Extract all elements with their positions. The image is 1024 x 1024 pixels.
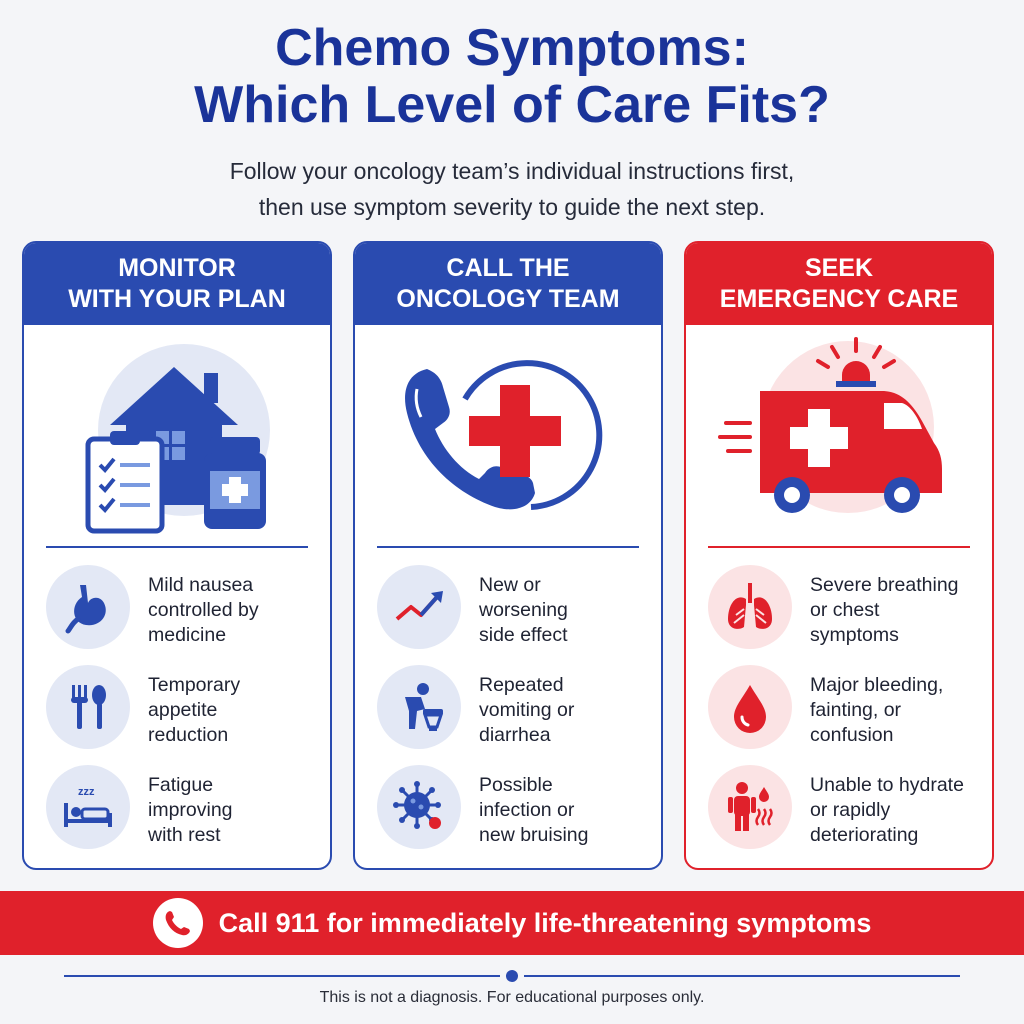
stomach-icon	[46, 565, 130, 649]
item-line: diarrhea	[479, 724, 551, 746]
title-line-1: Chemo Symptoms:	[275, 19, 749, 77]
disclaimer: This is not a diagnosis. For educational purposes only.	[319, 989, 705, 1006]
person-vomiting-icon	[377, 665, 461, 749]
item-line: Unable to hydrate	[810, 774, 964, 796]
footer-divider-dot	[506, 970, 518, 982]
card-title-line-1: SEEK	[804, 254, 874, 282]
lungs-icon	[708, 565, 792, 649]
item-line: or chest	[810, 599, 880, 621]
list-item	[24, 565, 330, 655]
card-divider	[46, 546, 308, 548]
card-title-line-2: EMERGENCY CARE	[719, 285, 959, 313]
item-line: medicine	[148, 624, 227, 646]
card-divider	[377, 546, 639, 548]
item-line: confusion	[810, 724, 894, 746]
list-item	[24, 665, 330, 755]
phone-medical-cross-icon	[355, 325, 661, 545]
card-emergency-header	[686, 243, 992, 325]
item-line: Severe breathing	[810, 574, 959, 596]
item-line: Temporary	[148, 674, 241, 696]
list-item	[24, 765, 330, 855]
item-text	[810, 573, 990, 648]
item-line: appetite	[148, 699, 218, 721]
emergency-banner	[0, 891, 1024, 955]
item-line: new bruising	[479, 824, 589, 846]
home-clipboard-medicine-icon	[24, 325, 330, 545]
item-line: improving	[148, 799, 233, 821]
card-call-oncology	[353, 241, 663, 870]
card-title-line-1: CALL THE	[446, 254, 570, 282]
list-item	[355, 765, 661, 855]
item-line: or rapidly	[810, 799, 891, 821]
list-item	[355, 665, 661, 755]
subtitle-line-1: Follow your oncology team’s individual instructions first,	[229, 158, 795, 184]
item-line: infection or	[479, 799, 575, 821]
list-item	[686, 665, 992, 755]
item-text	[148, 673, 328, 748]
phone-icon	[153, 898, 203, 948]
item-line: side effect	[479, 624, 568, 646]
trend-up-arrow-icon	[377, 565, 461, 649]
item-line: deteriorating	[810, 824, 919, 846]
card-title-line-2: ONCOLOGY TEAM	[396, 285, 620, 313]
card-call-oncology-header	[355, 243, 661, 325]
card-title-line-1: MONITOR	[118, 254, 236, 282]
title-line-2: Which Level of Care Fits?	[194, 76, 830, 134]
item-text	[148, 573, 328, 648]
banner-text: Call 911 for immediately life-threatening symptoms	[218, 907, 872, 938]
list-item	[686, 565, 992, 655]
list-item	[686, 765, 992, 855]
list-item	[355, 565, 661, 655]
item-text	[479, 573, 659, 648]
item-line: with rest	[148, 824, 221, 846]
card-emergency	[684, 241, 994, 870]
svg-text:zzz: zzz	[78, 786, 95, 798]
sleeping-bed-icon	[46, 765, 130, 849]
item-text	[148, 773, 328, 848]
page-title	[0, 20, 1024, 134]
virus-icon	[377, 765, 461, 849]
footer-divider-left	[64, 975, 500, 977]
dehydrated-person-icon	[708, 765, 792, 849]
item-text	[810, 773, 990, 848]
item-line: Major bleeding,	[810, 674, 944, 696]
ambulance-icon	[686, 325, 992, 545]
item-text	[479, 673, 659, 748]
item-line: fainting, or	[810, 699, 902, 721]
subtitle-line-2: then use symptom severity to guide the next step.	[258, 194, 766, 220]
card-title-line-2: WITH YOUR PLAN	[68, 285, 286, 313]
item-text	[479, 773, 659, 848]
blood-drop-icon	[708, 665, 792, 749]
item-line: controlled by	[148, 599, 259, 621]
page-subtitle	[0, 153, 1024, 225]
item-line: worsening	[479, 599, 568, 621]
item-line: Mild nausea	[148, 574, 254, 596]
footer-divider-right	[524, 975, 960, 977]
item-line: vomiting or	[479, 699, 575, 721]
item-line: New or	[479, 574, 541, 596]
fork-spoon-icon	[46, 665, 130, 749]
item-line: reduction	[148, 724, 229, 746]
card-divider	[708, 546, 970, 548]
item-line: Possible	[479, 774, 553, 796]
item-line: symptoms	[810, 624, 899, 646]
item-line: Repeated	[479, 674, 564, 696]
card-monitor	[22, 241, 332, 870]
item-line: Fatigue	[148, 774, 214, 796]
item-text	[810, 673, 990, 748]
card-monitor-header	[24, 243, 330, 325]
